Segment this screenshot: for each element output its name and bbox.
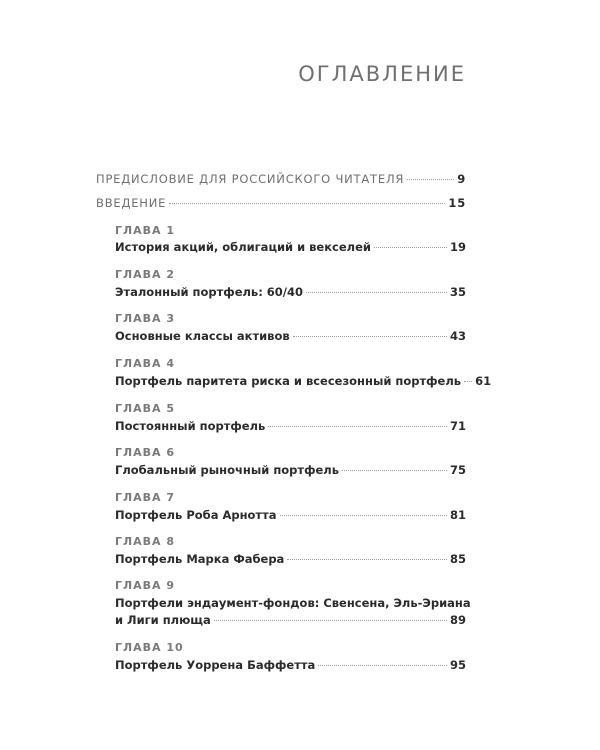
page-title: ОГЛАВЛЕНИЕ <box>298 62 466 86</box>
toc-entry-preface[interactable] <box>96 172 466 186</box>
toc-entry-label: Постоянный портфель <box>115 419 266 433</box>
dot-leader <box>293 336 447 337</box>
toc-entry-chapter-7[interactable] <box>115 508 466 522</box>
toc-page-number: 85 <box>449 552 466 566</box>
dot-leader <box>280 515 447 516</box>
toc-entry-label: ПРЕДИСЛОВИЕ ДЛЯ РОССИЙСКОГО ЧИТАТЕЛЯ <box>96 172 405 186</box>
dot-leader <box>169 203 445 204</box>
toc-page-number: 71 <box>449 419 466 433</box>
chapter-heading: ГЛАВА 3 <box>115 312 176 325</box>
toc-page-number: 19 <box>449 240 466 254</box>
toc-entry-label: Портфель Марка Фабера <box>115 552 285 566</box>
chapter-heading: ГЛАВА 4 <box>115 357 176 370</box>
toc-page-number: 61 <box>475 374 492 388</box>
chapter-heading: ГЛАВА 7 <box>115 491 176 504</box>
dot-leader <box>214 620 447 621</box>
toc-entry-introduction[interactable] <box>96 196 466 210</box>
dot-leader <box>287 559 447 560</box>
toc-entry-chapter-10[interactable] <box>115 658 466 672</box>
toc-entry-chapter-8[interactable] <box>115 552 466 566</box>
toc-entry-label: История акций, облигаций и векселей <box>115 240 371 254</box>
chapter-heading: ГЛАВА 9 <box>115 579 176 592</box>
toc-entry-label: Глобальный рыночный портфель <box>115 463 339 477</box>
dot-leader <box>268 426 447 427</box>
toc-page-number: 15 <box>448 196 466 210</box>
toc-entry-label: Эталонный портфель: 60/40 <box>115 285 303 299</box>
chapter-heading: ГЛАВА 5 <box>115 402 176 415</box>
chapter-heading: ГЛАВА 8 <box>115 535 176 548</box>
chapter-heading: ГЛАВА 6 <box>115 446 176 459</box>
toc-page-number: 43 <box>449 329 466 343</box>
toc-entry-label: и Лиги плюща <box>115 613 211 627</box>
toc-page-number: 81 <box>449 508 466 522</box>
toc-entry-chapter-5[interactable] <box>115 419 466 433</box>
toc-entry-label-line1[interactable]: Портфели эндаумент-фондов: Свенсена, Эль-Эриана <box>115 596 471 610</box>
dot-leader <box>407 179 454 180</box>
toc-entry-label: Портфель Роба Арнотта <box>115 508 277 522</box>
toc-entry-label: Портфель паритета риска и всесезонный портфель <box>115 374 462 388</box>
toc-entry-chapter-4[interactable] <box>115 374 492 388</box>
toc-page-number: 35 <box>449 285 466 299</box>
toc-entry-label: Основные классы активов <box>115 329 290 343</box>
toc-entry-label: ВВЕДЕНИЕ <box>96 196 167 210</box>
toc-page-number: 9 <box>457 172 466 186</box>
dot-leader <box>374 247 447 248</box>
toc-entry-chapter-6[interactable] <box>115 463 466 477</box>
toc-page-number: 89 <box>449 613 466 627</box>
toc-entry-chapter-1[interactable] <box>115 240 466 254</box>
toc-entry-chapter-2[interactable] <box>115 285 466 299</box>
dot-leader <box>306 292 447 293</box>
toc-entry-label: Портфель Уоррена Баффетта <box>115 658 316 672</box>
chapter-heading: ГЛАВА 10 <box>115 641 184 654</box>
dot-leader <box>342 470 447 471</box>
chapter-heading: ГЛАВА 1 <box>115 224 176 237</box>
toc-entry-chapter-9[interactable] <box>115 613 466 627</box>
chapter-heading: ГЛАВА 2 <box>115 268 176 281</box>
toc-page-number: 75 <box>449 463 466 477</box>
toc-page-number: 95 <box>449 658 466 672</box>
toc-entry-chapter-3[interactable] <box>115 329 466 343</box>
dot-leader <box>464 381 472 382</box>
dot-leader <box>318 665 447 666</box>
